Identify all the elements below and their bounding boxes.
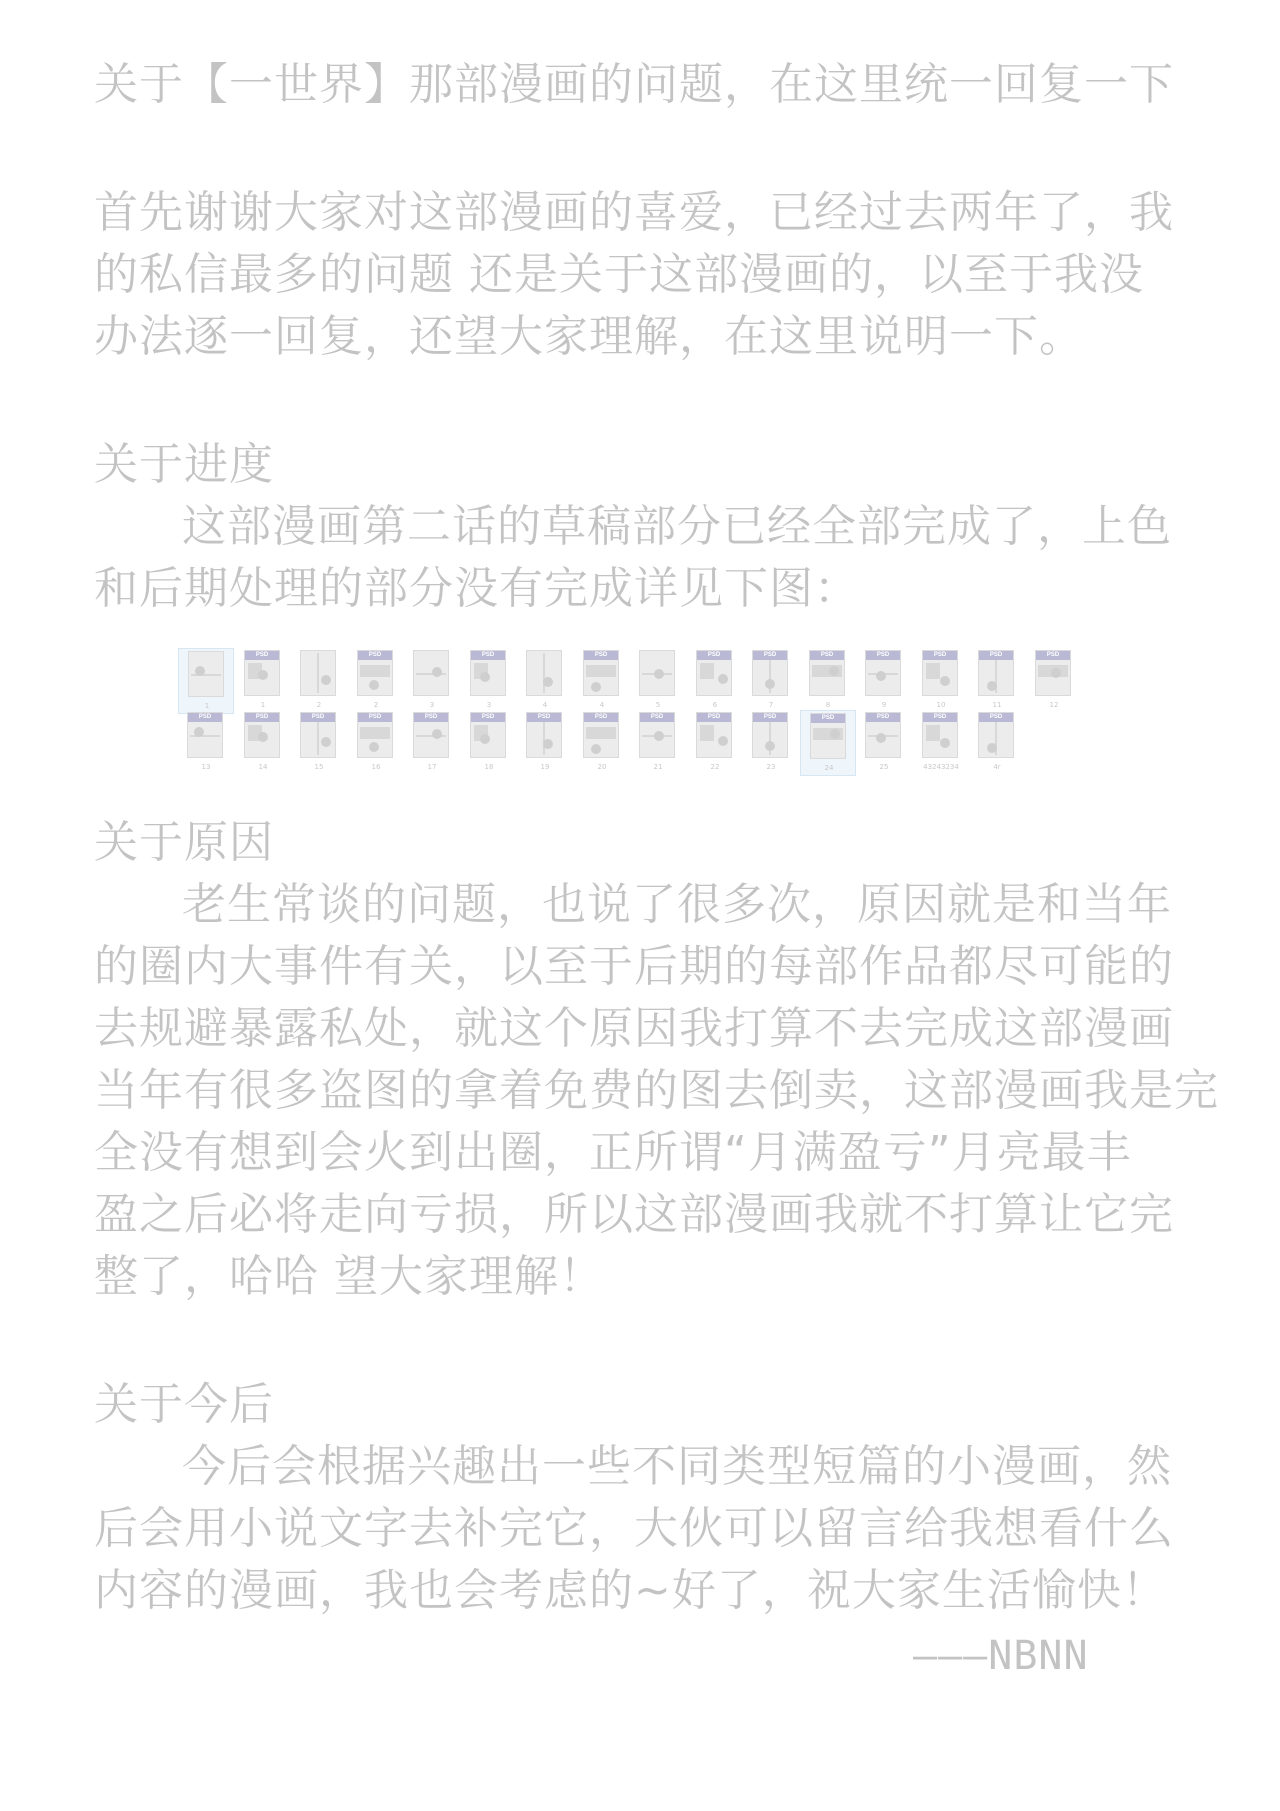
page-thumbnail[interactable] bbox=[800, 710, 856, 776]
thumbnail-number: 15 bbox=[314, 763, 324, 771]
thumbnail-image bbox=[413, 650, 449, 696]
thumbnail-number: 24 bbox=[824, 764, 834, 772]
title-line: 关于【一世界】那部漫画的问题，在这里统一回复一下 bbox=[94, 59, 1174, 110]
page-thumbnail-strip bbox=[178, 648, 1098, 786]
panel-shape bbox=[586, 665, 616, 677]
thumbnail-number: 5 bbox=[655, 701, 661, 709]
figure-shape bbox=[543, 739, 553, 749]
reason-line: 老生常谈的问题，也说了很多次，原因就是和当年 bbox=[182, 879, 1172, 930]
page-thumbnail[interactable] bbox=[178, 710, 234, 776]
page-thumbnail[interactable] bbox=[630, 710, 686, 776]
thumbnail-image bbox=[752, 650, 788, 696]
figure-shape bbox=[480, 672, 490, 682]
thumbnail-number: 7 bbox=[768, 701, 774, 709]
thumbnail-image bbox=[583, 712, 619, 758]
figure-shape bbox=[432, 667, 442, 677]
psd-badge: PSD bbox=[979, 713, 1013, 722]
psd-badge: PSD bbox=[866, 713, 900, 722]
page-thumbnail[interactable] bbox=[800, 648, 856, 714]
thumbnail-image bbox=[752, 712, 788, 758]
psd-badge: PSD bbox=[301, 713, 335, 722]
thumbnail-number: 3 bbox=[429, 701, 435, 709]
figure-shape bbox=[258, 732, 268, 742]
thumbnail-number: 14 bbox=[258, 763, 268, 771]
page-thumbnail[interactable] bbox=[913, 648, 969, 714]
thumbnail-number: 9 bbox=[881, 701, 887, 709]
figure-shape bbox=[987, 681, 997, 691]
psd-badge: PSD bbox=[923, 651, 957, 660]
thumbnail-number: 1 bbox=[260, 701, 266, 709]
figure-shape bbox=[654, 669, 664, 679]
thumbnail-number: 4 bbox=[599, 701, 605, 709]
signature: ———NBNN bbox=[913, 1633, 1089, 1679]
reason-line: 的圈内大事件有关，以至于后期的每部作品都尽可能的 bbox=[94, 941, 1174, 992]
psd-badge: PSD bbox=[640, 713, 674, 722]
page-thumbnail[interactable] bbox=[743, 648, 799, 714]
thumbnail-image bbox=[639, 650, 675, 696]
thumbnail-image bbox=[1035, 650, 1071, 696]
psd-badge: PSD bbox=[584, 651, 618, 660]
thumbnail-row bbox=[178, 710, 1098, 776]
page-thumbnail[interactable] bbox=[1026, 648, 1082, 714]
psd-badge: PSD bbox=[923, 713, 957, 722]
future-line: 今后会根据兴趣出一些不同类型短篇的小漫画，然 bbox=[182, 1441, 1172, 1492]
thumbnail-number: 8 bbox=[825, 701, 831, 709]
thumbnail-image bbox=[470, 650, 506, 696]
thumbnail-number: 2 bbox=[316, 701, 322, 709]
thumbnail-image bbox=[639, 712, 675, 758]
reason-line: 盈之后必将走向亏损，所以这部漫画我就不打算让它完 bbox=[94, 1189, 1174, 1240]
psd-badge: PSD bbox=[188, 713, 222, 722]
thumbnail-number: 11 bbox=[992, 701, 1002, 709]
thumbnail-number: 43243234 bbox=[923, 763, 959, 771]
thumbnail-number: 23 bbox=[766, 763, 776, 771]
page-thumbnail[interactable] bbox=[178, 648, 234, 714]
psd-badge: PSD bbox=[527, 713, 561, 722]
panel-shape bbox=[700, 663, 714, 679]
thumbnail-number: 17 bbox=[427, 763, 437, 771]
thumbnail-image bbox=[696, 650, 732, 696]
figure-shape bbox=[876, 671, 886, 681]
psd-badge: PSD bbox=[753, 713, 787, 722]
figure-shape bbox=[654, 731, 664, 741]
thumbnail-number: 13 bbox=[201, 763, 211, 771]
thumbnail-image bbox=[696, 712, 732, 758]
psd-badge: PSD bbox=[697, 651, 731, 660]
figure-shape bbox=[321, 675, 331, 685]
progress-heading: 关于进度 bbox=[94, 439, 274, 490]
page-thumbnail[interactable] bbox=[291, 710, 347, 776]
thumbnail-row bbox=[178, 648, 1098, 714]
figure-shape bbox=[194, 727, 204, 737]
figure-shape bbox=[195, 666, 205, 676]
psd-badge: PSD bbox=[471, 651, 505, 660]
thumbnail-number: 1 bbox=[204, 702, 210, 710]
figure-shape bbox=[718, 674, 728, 684]
psd-badge: PSD bbox=[584, 713, 618, 722]
figure-shape bbox=[321, 737, 331, 747]
figure-shape bbox=[258, 670, 268, 680]
thumbnail-image bbox=[865, 712, 901, 758]
page-thumbnail[interactable] bbox=[574, 648, 630, 714]
panel-shape bbox=[360, 665, 390, 677]
psd-badge: PSD bbox=[697, 713, 731, 722]
figure-shape bbox=[543, 677, 553, 687]
thumbnail-number: 4 bbox=[542, 701, 548, 709]
figure-shape bbox=[480, 734, 490, 744]
panel-shape bbox=[926, 725, 940, 741]
intro-line: 办法逐一回复，还望大家理解，在这里说明一下。 bbox=[94, 311, 1084, 362]
thumbnail-image bbox=[865, 650, 901, 696]
thumbnail-image bbox=[244, 650, 280, 696]
thumbnail-image bbox=[357, 650, 393, 696]
psd-badge: PSD bbox=[245, 713, 279, 722]
figure-shape bbox=[829, 666, 839, 676]
thumbnail-image bbox=[809, 650, 845, 696]
panel-shape bbox=[543, 653, 545, 693]
page-thumbnail[interactable] bbox=[291, 648, 347, 714]
thumbnail-image bbox=[300, 712, 336, 758]
thumbnail-number: 19 bbox=[540, 763, 550, 771]
page-thumbnail[interactable] bbox=[517, 710, 573, 776]
figure-shape bbox=[940, 738, 950, 748]
figure-shape bbox=[765, 679, 775, 689]
page-thumbnail[interactable] bbox=[461, 648, 517, 714]
thumbnail-number: 16 bbox=[371, 763, 381, 771]
figure-shape bbox=[765, 741, 775, 751]
panel-shape bbox=[586, 727, 616, 739]
psd-badge: PSD bbox=[358, 651, 392, 660]
page-thumbnail[interactable] bbox=[913, 710, 969, 776]
page-thumbnail[interactable] bbox=[969, 648, 1025, 714]
page-thumbnail[interactable] bbox=[517, 648, 573, 714]
page-thumbnail[interactable] bbox=[687, 648, 743, 714]
intro-line: 首先谢谢大家对这部漫画的喜爱，已经过去两年了，我 bbox=[94, 187, 1174, 238]
thumbnail-number: 25 bbox=[879, 763, 889, 771]
future-line: 后会用小说文字去补完它，大伙可以留言给我想看什么 bbox=[94, 1503, 1174, 1554]
thumbnail-image bbox=[583, 650, 619, 696]
page-thumbnail[interactable] bbox=[404, 710, 460, 776]
intro-line: 的私信最多的问题 还是关于这部漫画的，以至于我没 bbox=[94, 249, 1144, 300]
page-thumbnail[interactable] bbox=[743, 710, 799, 776]
page-thumbnail[interactable] bbox=[235, 710, 291, 776]
reason-heading: 关于原因 bbox=[94, 817, 274, 868]
thumbnail-image bbox=[978, 650, 1014, 696]
figure-shape bbox=[369, 742, 379, 752]
page-thumbnail[interactable] bbox=[235, 648, 291, 714]
figure-shape bbox=[987, 743, 997, 753]
page-thumbnail[interactable] bbox=[856, 710, 912, 776]
panel-shape bbox=[926, 663, 940, 679]
psd-badge: PSD bbox=[810, 651, 844, 660]
page-thumbnail[interactable] bbox=[461, 710, 517, 776]
thumbnail-image bbox=[244, 712, 280, 758]
psd-badge: PSD bbox=[471, 713, 505, 722]
thumbnail-image bbox=[526, 712, 562, 758]
panel-shape bbox=[700, 725, 714, 741]
thumbnail-image bbox=[922, 650, 958, 696]
page-thumbnail[interactable] bbox=[348, 710, 404, 776]
thumbnail-image bbox=[300, 650, 336, 696]
reason-line: 整了，哈哈 望大家理解！ bbox=[94, 1251, 604, 1302]
thumbnail-number: 22 bbox=[710, 763, 720, 771]
thumbnail-number: 4r bbox=[993, 763, 1001, 771]
thumbnail-image bbox=[470, 712, 506, 758]
figure-shape bbox=[591, 682, 601, 692]
future-heading: 关于今后 bbox=[94, 1379, 274, 1430]
reason-line: 全没有想到会火到出圈，正所谓“月满盈亏”月亮最丰 bbox=[94, 1127, 1132, 1178]
page-thumbnail[interactable] bbox=[630, 648, 686, 714]
thumbnail-image bbox=[357, 712, 393, 758]
psd-badge: PSD bbox=[414, 713, 448, 722]
figure-shape bbox=[432, 729, 442, 739]
thumbnail-number: 10 bbox=[936, 701, 946, 709]
psd-badge: PSD bbox=[979, 651, 1013, 660]
page-thumbnail[interactable] bbox=[687, 710, 743, 776]
figure-shape bbox=[940, 676, 950, 686]
thumbnail-number: 12 bbox=[1049, 701, 1059, 709]
psd-badge: PSD bbox=[866, 651, 900, 660]
thumbnail-image bbox=[413, 712, 449, 758]
figure-shape bbox=[591, 744, 601, 754]
psd-badge: PSD bbox=[245, 651, 279, 660]
figure-shape bbox=[718, 736, 728, 746]
thumbnail-image bbox=[810, 713, 846, 759]
thumbnail-number: 2 bbox=[373, 701, 379, 709]
psd-badge: PSD bbox=[811, 714, 845, 723]
thumbnail-number: 21 bbox=[653, 763, 663, 771]
figure-shape bbox=[830, 729, 840, 739]
page-thumbnail[interactable] bbox=[348, 648, 404, 714]
thumbnail-number: 3 bbox=[486, 701, 492, 709]
panel-shape bbox=[317, 653, 319, 693]
thumbnail-image bbox=[922, 712, 958, 758]
future-line: 内容的漫画，我也会考虑的~好了，祝大家生活愉快！ bbox=[94, 1565, 1167, 1616]
page-thumbnail[interactable] bbox=[404, 648, 460, 714]
page-thumbnail[interactable] bbox=[969, 710, 1025, 776]
thumbnail-number: 6 bbox=[712, 701, 718, 709]
figure-shape bbox=[876, 733, 886, 743]
psd-badge: PSD bbox=[358, 713, 392, 722]
figure-shape bbox=[369, 680, 379, 690]
figure-shape bbox=[1051, 668, 1061, 678]
thumbnail-image bbox=[188, 651, 224, 697]
thumbnail-image bbox=[978, 712, 1014, 758]
thumbnail-number: 20 bbox=[597, 763, 607, 771]
page-thumbnail[interactable] bbox=[574, 710, 630, 776]
psd-badge: PSD bbox=[1036, 651, 1070, 660]
psd-badge: PSD bbox=[753, 651, 787, 660]
progress-line: 和后期处理的部分没有完成详见下图： bbox=[94, 563, 859, 614]
panel-shape bbox=[360, 727, 390, 739]
page-thumbnail[interactable] bbox=[856, 648, 912, 714]
progress-line: 这部漫画第二话的草稿部分已经全部完成了，上色 bbox=[182, 501, 1172, 552]
reason-line: 当年有很多盗图的拿着免费的图去倒卖，这部漫画我是完 bbox=[94, 1065, 1219, 1116]
thumbnail-image bbox=[187, 712, 223, 758]
thumbnail-number: 18 bbox=[484, 763, 494, 771]
reason-line: 去规避暴露私处，就这个原因我打算不去完成这部漫画 bbox=[94, 1003, 1174, 1054]
thumbnail-image bbox=[526, 650, 562, 696]
